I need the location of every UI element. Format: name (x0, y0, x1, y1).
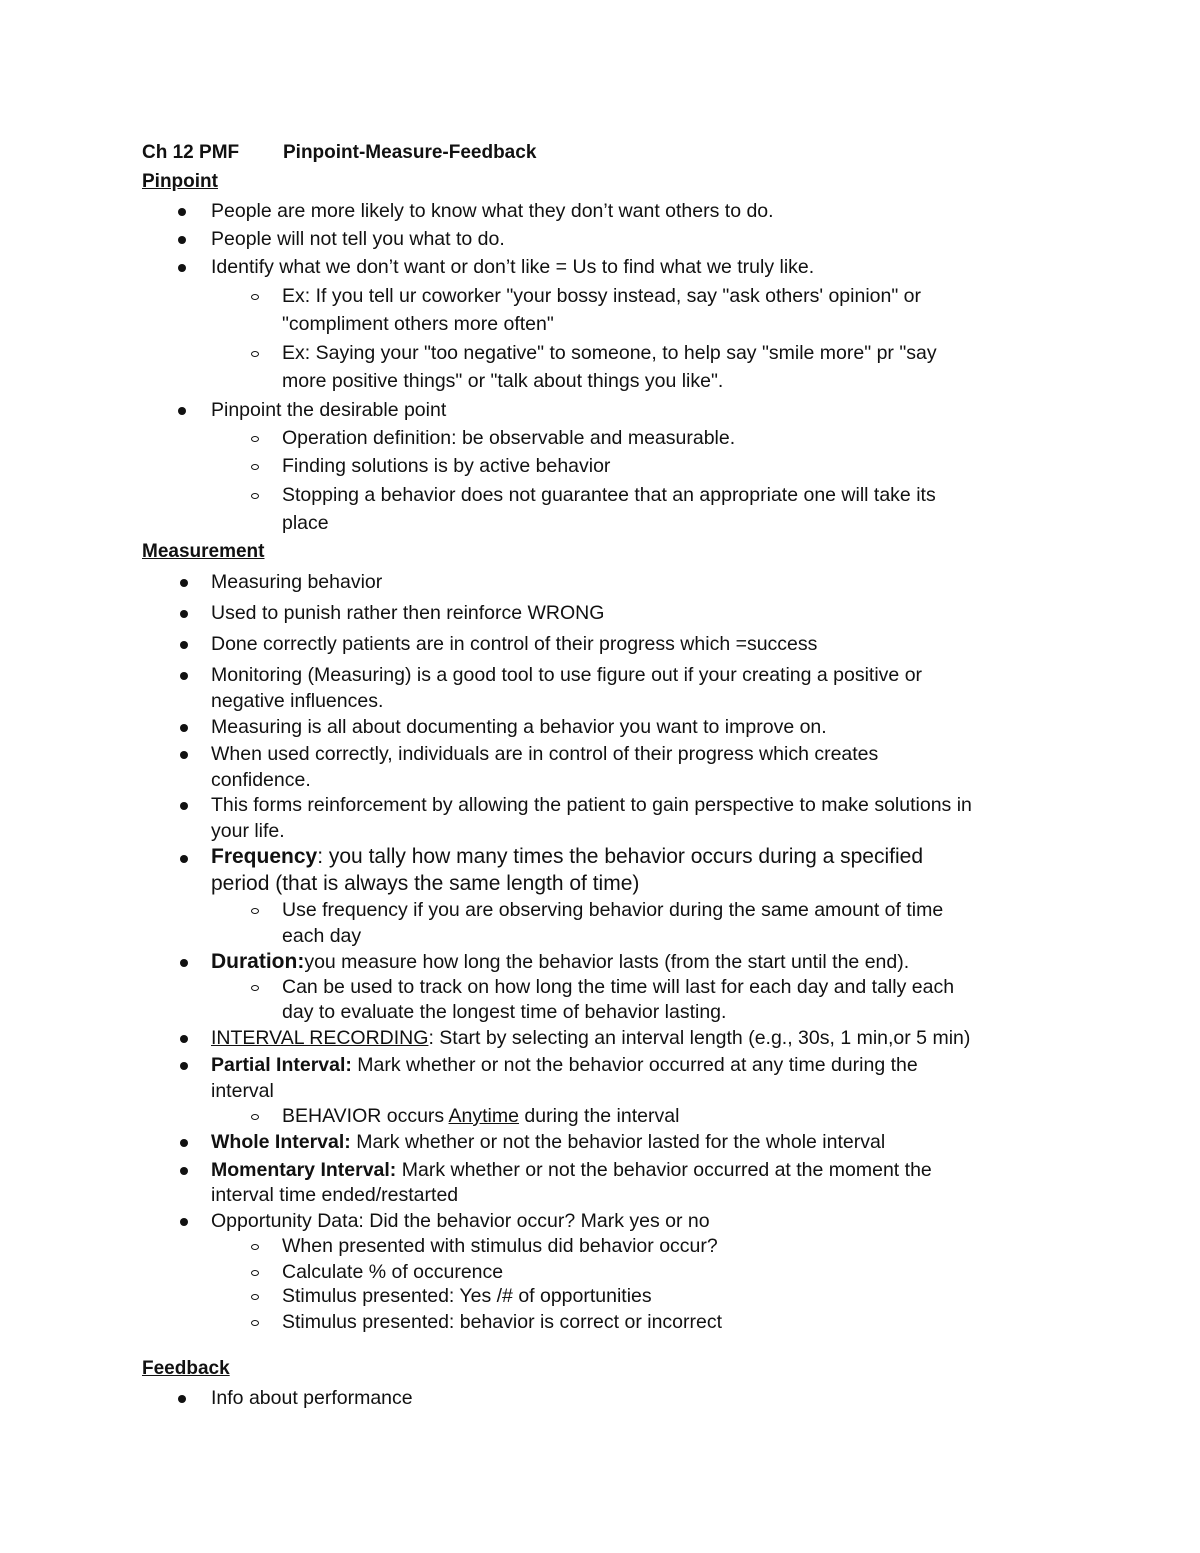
sub-bullet-icon (251, 294, 259, 300)
frequency-sub-b: each day (282, 925, 362, 947)
bullet-icon (180, 1167, 188, 1175)
sub-bullet-icon (251, 436, 259, 442)
bullet-icon (178, 1395, 186, 1403)
whole-interval-text: Mark whether or not the behavior lasted for the whole interval (350, 1131, 886, 1153)
bullet-icon (180, 610, 188, 618)
page-title: Pinpoint-Measure-Feedback (283, 142, 537, 163)
bullet-icon (180, 641, 188, 649)
opportunity-sub-3: Stimulus presented: Yes /# of opportunities (282, 1285, 652, 1307)
bullet-icon (180, 1139, 188, 1147)
bullet-icon (180, 855, 188, 863)
pinpoint-heading: Pinpoint (142, 171, 218, 192)
sub-bullet-icon (251, 464, 259, 470)
whole-interval-item (211, 1131, 885, 1154)
pinpoint-bullet-4: Pinpoint the desirable point (211, 399, 447, 421)
pinpoint-sub-5b: place (282, 512, 329, 534)
anytime-underlined: Anytime (448, 1105, 519, 1127)
whole-interval-term: Whole Interval: (211, 1131, 351, 1153)
sub-bullet-icon (251, 908, 259, 914)
pinpoint-bullet-1: People are more likely to know what they don’t want others to do. (211, 200, 774, 222)
momentary-interval-item (211, 1159, 932, 1182)
opportunity-sub-4: Stimulus presented: behavior is correct or incorrect (282, 1311, 723, 1333)
bullet-icon (180, 672, 188, 680)
measurement-bullet-4a: Monitoring (Measuring) is a good tool to use figure out if your creating a positive or (211, 664, 923, 686)
duration-sub-b: day to evaluate the longest time of behavior lasting. (282, 1001, 727, 1023)
partial-sub-post: during the interval (518, 1105, 680, 1127)
chapter-label: Ch 12 PMF (142, 142, 240, 163)
sub-bullet-icon (251, 1270, 259, 1276)
measurement-bullet-7b: your life. (211, 820, 285, 842)
measurement-bullet-6a: When used correctly, individuals are in control of their progress which creates (211, 743, 879, 765)
bullet-icon (180, 959, 188, 967)
bullet-icon (178, 236, 186, 244)
sub-bullet-icon (251, 351, 259, 357)
partial-interval-term: Partial Interval: (211, 1054, 352, 1076)
measurement-bullet-1: Measuring behavior (211, 571, 383, 593)
pinpoint-bullet-2: People will not tell you what to do. (211, 228, 505, 250)
measurement-bullet-7a: This forms reinforcement by allowing the patient to gain perspective to make solutions in (211, 794, 972, 816)
interval-recording-term: INTERVAL RECORDING (211, 1027, 429, 1049)
bullet-icon (180, 1035, 188, 1043)
pinpoint-sub-2a: Ex: Saying your "too negative" to someone, to help say "smile more" pr "say (282, 342, 937, 364)
pinpoint-sub-3: Operation definition: be observable and measurable. (282, 427, 736, 449)
sub-bullet-icon (251, 1114, 259, 1120)
pinpoint-bullet-3: Identify what we don’t want or don’t like = Us to find what we truly like. (211, 256, 815, 278)
bullet-icon (180, 751, 188, 759)
measurement-bullet-5: Measuring is all about documenting a behavior you want to improve on. (211, 716, 827, 738)
bullet-icon (180, 1062, 188, 1070)
bullet-icon (180, 1218, 188, 1226)
partial-interval-text-cont: interval (211, 1080, 274, 1102)
frequency-text-cont: period (that is always the same length of time) (211, 872, 640, 895)
frequency-item (211, 845, 923, 869)
bullet-icon (180, 724, 188, 732)
pinpoint-sub-4: Finding solutions is by active behavior (282, 455, 611, 477)
frequency-sub-a: Use frequency if you are observing behavior during the same amount of time (282, 899, 944, 921)
measurement-heading: Measurement (142, 541, 265, 562)
measurement-bullet-6b: confidence. (211, 769, 311, 791)
partial-interval-text: Mark whether or not the behavior occurred at any time during the (351, 1054, 918, 1076)
pinpoint-sub-2b: more positive things" or "talk about things you like". (282, 370, 724, 392)
pinpoint-sub-5a: Stopping a behavior does not guarantee that an appropriate one will take its (282, 484, 936, 506)
frequency-text: : you tally how many times the behavior occurs during a specified (317, 845, 924, 868)
sub-bullet-icon (251, 985, 259, 991)
momentary-interval-term: Momentary Interval: (211, 1159, 397, 1181)
sub-bullet-icon (251, 493, 259, 499)
duration-item (211, 950, 909, 974)
interval-recording-item (211, 1027, 970, 1050)
momentary-interval-text: Mark whether or not the behavior occurred at the moment the (396, 1159, 932, 1181)
measurement-bullet-3: Done correctly patients are in control of their progress which =success (211, 633, 818, 655)
pinpoint-sub-1b: "compliment others more often" (282, 313, 554, 335)
bullet-icon (178, 208, 186, 216)
bullet-icon (180, 579, 188, 587)
opportunity-data-item: Opportunity Data: Did the behavior occur? Mark yes or no (211, 1210, 710, 1232)
feedback-heading: Feedback (142, 1358, 230, 1379)
opportunity-sub-2: Calculate % of occurence (282, 1261, 504, 1283)
duration-sub-a: Can be used to track on how long the time will last for each day and tally each (282, 976, 955, 998)
bullet-icon (178, 264, 186, 272)
measurement-bullet-2: Used to punish rather then reinforce WRONG (211, 602, 605, 624)
measurement-bullet-4b: negative influences. (211, 690, 384, 712)
duration-term: Duration: (211, 950, 305, 973)
partial-interval-sub (282, 1105, 679, 1128)
interval-recording-text: : Start by selecting an interval length (e.g., 30s, 1 min,or 5 min) (428, 1027, 971, 1049)
momentary-interval-text-cont: interval time ended/restarted (211, 1184, 459, 1206)
partial-interval-item (211, 1054, 918, 1077)
feedback-bullet-1: Info about performance (211, 1387, 413, 1409)
duration-text: you measure how long the behavior lasts (from the start until the end). (304, 951, 910, 973)
pinpoint-sub-1a: Ex: If you tell ur coworker "your bossy instead, say "ask others' opinion" or (282, 285, 922, 307)
sub-bullet-icon (251, 1320, 259, 1326)
partial-sub-pre: BEHAVIOR occurs (282, 1105, 449, 1127)
opportunity-sub-1: When presented with stimulus did behavior occur? (282, 1235, 718, 1257)
sub-bullet-icon (251, 1294, 259, 1300)
bullet-icon (180, 802, 188, 810)
sub-bullet-icon (251, 1244, 259, 1250)
bullet-icon (178, 407, 186, 415)
frequency-term: Frequency (211, 845, 318, 868)
